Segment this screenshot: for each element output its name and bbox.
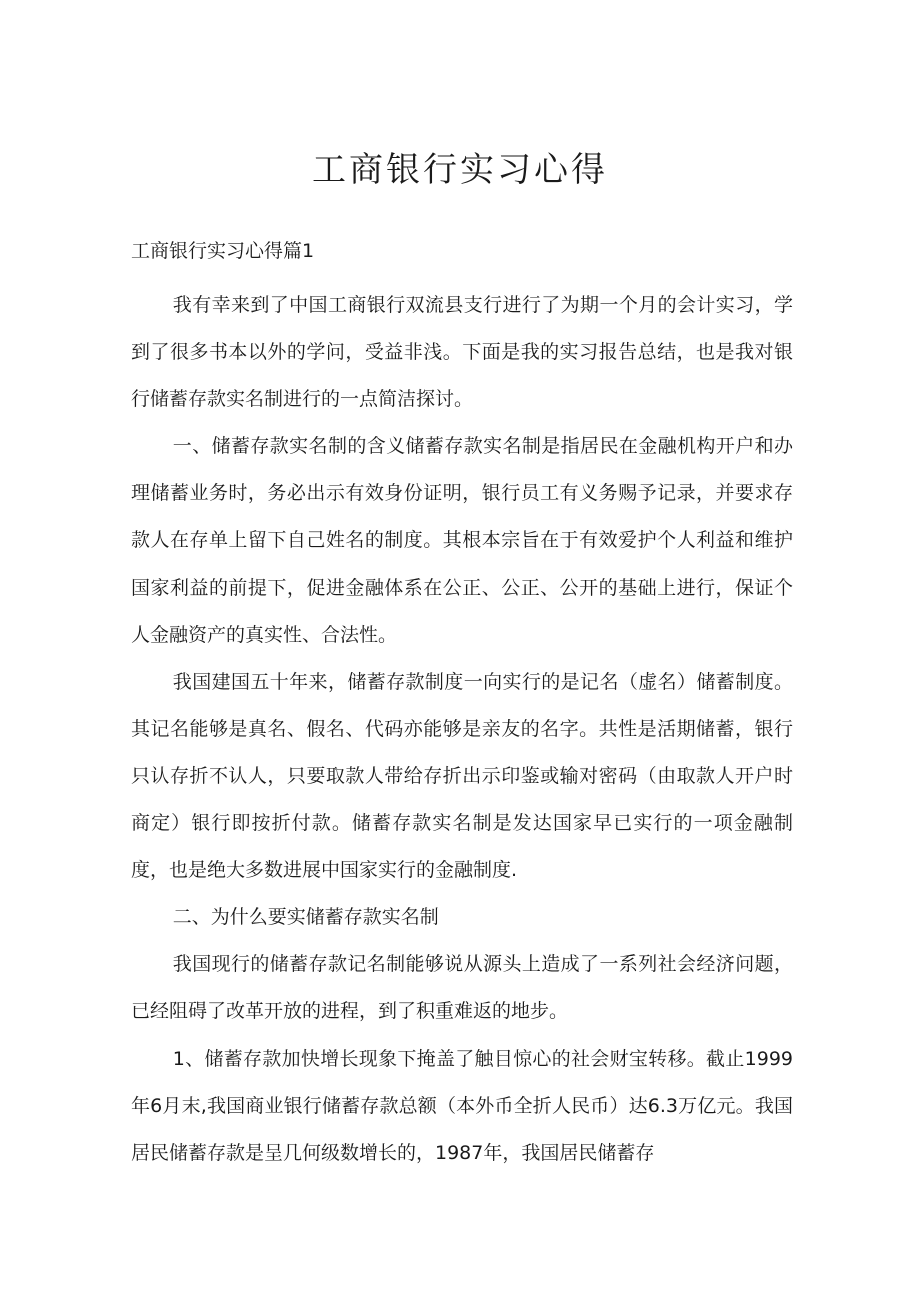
section-heading-why: 二、为什么要实储蓄存款实名制: [172, 906, 439, 929]
paragraph-intro: 我有幸来到了中国工商银行双流县支行进行了为期一个月的会计实习，学到了很多书本以外的学问，受益非浅。下面是我的实习报告总结，也是我对银行储蓄存款实名制进行的一点简洁探讨。: [131, 294, 793, 411]
paragraph-history: 我国建国五十年来，储蓄存款制度一向实行的是记名（虚名）储蓄制度。其记名能够是真名、假名、代码亦能够是亲友的名字。共性是活期储蓄，银行只认存折不认人，只要取款人带给存折出示印鉴或输对密码（由取款人开户时商定）银行即按折付款。储蓄存款实名制是发达国家早已实行的一项金融制度，也是绝大多数进展中国家实行的金融制度.: [131, 670, 793, 882]
paragraph-problems: 我国现行的储蓄存款记名制能够说从源头上造成了一系列社会经济问题，已经阻碍了改革开放的进程，到了积重难返的地步。: [131, 953, 793, 1023]
paragraph-point-1: 1、储蓄存款加快增长现象下掩盖了触目惊心的社会财宝转移。截止1999年6月末,我国商业银行储蓄存款总额（本外币全折人民币）达6.3万亿元。我国居民储蓄存款是呈几何级数增长的，1987年，我国居民储蓄存: [131, 1047, 793, 1164]
document-body: [131, 282, 793, 1177]
document-title: 工商银行实习心得: [312, 150, 608, 190]
paragraph-definition: 一、储蓄存款实名制的含义储蓄存款实名制是指居民在金融机构开户和办理储蓄业务时，务必出示有效身份证明，银行员工有义务赐予记录，并要求存款人在存单上留下自己姓名的制度。其根本宗旨在于有效爱护个人利益和维护国家利益的前提下，促进金融体系在公正、公正、公开的基础上进行，保证个人金融资产的真实性、合法性。: [131, 435, 793, 646]
section-heading: 工商银行实习心得篇1: [131, 240, 315, 262]
